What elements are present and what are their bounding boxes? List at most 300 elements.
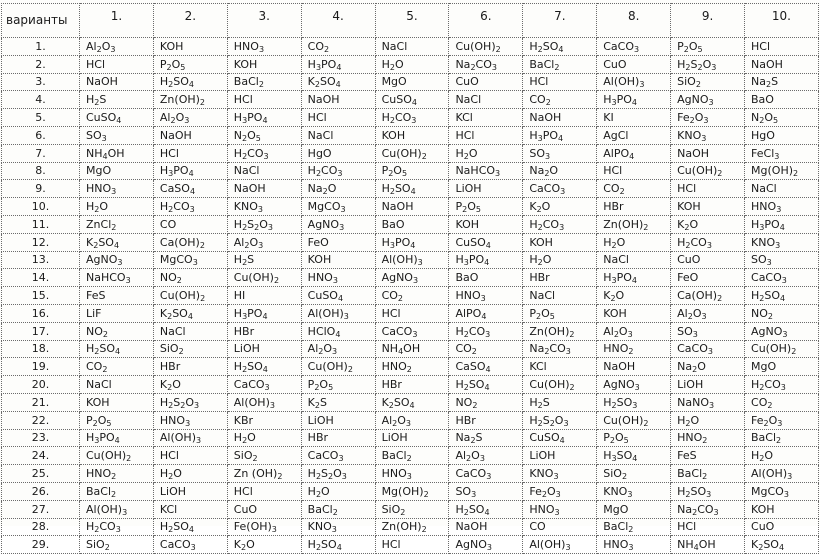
formula-cell: $NO_2$ <box>80 322 154 340</box>
variant-number: 24. <box>2 447 80 465</box>
formula-cell: BaCl$_2$ <box>671 465 745 483</box>
table-row <box>2 109 819 127</box>
formula-cell: NaOH <box>671 144 745 162</box>
formula-cell: $Al(OH)_3$ <box>80 500 154 518</box>
formula-cell: $Al_2O_3$ <box>153 109 227 127</box>
formula-cell: $H_2SO_3$ <box>597 393 671 411</box>
formula-cell: $Al(OH)_3$ <box>153 429 227 447</box>
formula-cell: CuO <box>745 518 819 536</box>
formula-cell: MgCO$_3$ <box>745 482 819 500</box>
formula-cell: $H_2SO_4$ <box>745 287 819 305</box>
formula-cell: NaCl <box>745 180 819 198</box>
formula-cell: $H_2S_2O_3$ <box>671 55 745 73</box>
formula-cell: FeS <box>80 287 154 305</box>
formula-cell: AgCl <box>597 126 671 144</box>
formula-cell: $H_3PO_4$ <box>80 429 154 447</box>
formula-cell: CaCO$_3$ <box>449 465 523 483</box>
formula-cell: NaHCO$_3$ <box>80 269 154 287</box>
formula-cell: BaCl$_2$ <box>301 500 375 518</box>
formula-cell: $HNO_2$ <box>671 429 745 447</box>
formula-cell: $SO_3$ <box>80 126 154 144</box>
variant-number: 27. <box>2 500 80 518</box>
formula-cell: CuSO$_4$ <box>80 109 154 127</box>
formula-cell: $KNO_3$ <box>227 198 301 216</box>
formula-cell: HCl <box>375 304 449 322</box>
formula-cell: $Na_2O$ <box>671 358 745 376</box>
formula-cell: KOH <box>153 38 227 56</box>
variant-number: 8. <box>2 162 80 180</box>
table-row <box>2 482 819 500</box>
formula-cell: HBr <box>375 376 449 394</box>
formula-cell: $H_2SO_4$ <box>153 518 227 536</box>
formula-cell: HI <box>227 287 301 305</box>
formula-cell: $Cu(OH)_2$ <box>671 162 745 180</box>
formula-cell: HCl <box>153 144 227 162</box>
table-row <box>2 411 819 429</box>
column-header: 5. <box>375 4 449 38</box>
formula-cell: $H_3PO_4$ <box>375 233 449 251</box>
formula-cell: NaCl <box>301 126 375 144</box>
formula-cell: $P_2O_5$ <box>671 38 745 56</box>
table-row <box>2 465 819 483</box>
formula-cell: $Al(OH)_3$ <box>375 251 449 269</box>
variant-number: 17. <box>2 322 80 340</box>
column-header: 4. <box>301 4 375 38</box>
formula-cell: LiOH <box>523 447 597 465</box>
formula-cell: NaOH <box>375 198 449 216</box>
formula-cell: NaCl <box>227 162 301 180</box>
column-header: 2. <box>153 4 227 38</box>
formula-cell: $Al(OH)_3$ <box>745 465 819 483</box>
formula-cell: $H_2CO_3$ <box>227 144 301 162</box>
formula-cell: HCl <box>671 180 745 198</box>
column-header: 9. <box>671 4 745 38</box>
table-row <box>2 38 819 56</box>
formula-cell: KI <box>597 109 671 127</box>
formula-cell: $Zn(OH)_2$ <box>153 91 227 109</box>
formula-cell: KOH <box>523 233 597 251</box>
formula-cell: $P_2O_5$ <box>597 429 671 447</box>
formula-cell: $HNO_3$ <box>597 536 671 554</box>
formula-cell: CaCO$_3$ <box>671 340 745 358</box>
formula-cell: $H_2CO_3$ <box>375 109 449 127</box>
formula-cell: $Al_2O_3$ <box>80 38 154 56</box>
formula-cell: $NO_2$ <box>153 269 227 287</box>
formula-cell: SiO$_2$ <box>227 447 301 465</box>
table-row <box>2 162 819 180</box>
formula-cell: $H_2O$ <box>671 411 745 429</box>
formula-cell: $HNO_3$ <box>80 180 154 198</box>
formula-cell: $SO_3$ <box>523 144 597 162</box>
table-row <box>2 91 819 109</box>
formula-cell: $H_2SO_4$ <box>153 73 227 91</box>
variant-number: 13. <box>2 251 80 269</box>
formula-cell: $Al(OH)_3$ <box>523 536 597 554</box>
variant-number: 12. <box>2 233 80 251</box>
variants-header: варианты <box>2 4 80 38</box>
formula-cell: CuO <box>449 73 523 91</box>
formula-cell: $H_2CO_3$ <box>153 198 227 216</box>
formula-cell: MgCO$_3$ <box>301 198 375 216</box>
formula-cell: $Na_2O$ <box>301 180 375 198</box>
formula-cell: $CO_2$ <box>301 38 375 56</box>
formula-cell: CaCO$_3$ <box>301 447 375 465</box>
formula-cell: $Zn(OH)_2$ <box>375 518 449 536</box>
formula-cell: NaCl <box>597 251 671 269</box>
table-row <box>2 126 819 144</box>
formula-cell: MgO <box>745 358 819 376</box>
formula-cell: BaCl$_2$ <box>80 482 154 500</box>
formula-cell: AgNO$_3$ <box>80 251 154 269</box>
formula-cell: $Na_2S$ <box>745 73 819 91</box>
formula-cell: NaHCO$_3$ <box>449 162 523 180</box>
formula-cell: AlPO$_4$ <box>597 144 671 162</box>
formula-cell: $H_2SO_4$ <box>301 536 375 554</box>
formula-cell: NaNO$_3$ <box>671 393 745 411</box>
formula-cell: CaCO$_3$ <box>523 180 597 198</box>
formula-cell: NaCl <box>375 38 449 56</box>
formula-cell: HBr <box>449 411 523 429</box>
formula-cell: HCl <box>449 126 523 144</box>
formula-cell: BaO <box>375 215 449 233</box>
formula-cell: $Al(OH)_3$ <box>301 304 375 322</box>
formula-cell: NaCl <box>449 91 523 109</box>
formula-cell: $HNO_3$ <box>523 500 597 518</box>
formula-cell: $HNO_3$ <box>227 38 301 56</box>
table-row <box>2 55 819 73</box>
formula-cell: $H_2CO_3$ <box>449 322 523 340</box>
formula-cell: HCl <box>671 518 745 536</box>
column-header: 6. <box>449 4 523 38</box>
formula-cell: $Al_2O_3$ <box>671 304 745 322</box>
formula-cell: NaCl <box>80 376 154 394</box>
formula-cell: $H_3PO_4$ <box>745 215 819 233</box>
formula-cell: BaO <box>745 91 819 109</box>
variant-number: 29. <box>2 536 80 554</box>
formula-cell: KOH <box>449 215 523 233</box>
formula-cell: $H_2SO_4$ <box>523 38 597 56</box>
header-row <box>2 4 819 38</box>
formula-cell: $NO_2$ <box>745 304 819 322</box>
formula-cell: KOH <box>80 393 154 411</box>
formula-cell: KOH <box>597 304 671 322</box>
formula-cell: CaSO$_4$ <box>153 180 227 198</box>
table-row <box>2 180 819 198</box>
formula-cell: AgNO$_3$ <box>375 269 449 287</box>
formula-cell: NaOH <box>153 126 227 144</box>
formula-cell: MgO <box>375 73 449 91</box>
variants-table <box>1 3 819 554</box>
formula-cell: $CO_2$ <box>597 180 671 198</box>
formula-cell: $H_3PO_4$ <box>597 91 671 109</box>
formula-cell: CO <box>523 518 597 536</box>
formula-cell: $P_2O_5$ <box>301 376 375 394</box>
formula-cell: $H_3SO_4$ <box>597 447 671 465</box>
formula-cell: $Cu(OH)_2$ <box>375 144 449 162</box>
formula-cell: NaCl <box>523 287 597 305</box>
formula-cell: CaCO$_3$ <box>227 376 301 394</box>
formula-cell: $NO_2$ <box>449 393 523 411</box>
formula-cell: $H_2CO_3$ <box>671 233 745 251</box>
formula-cell: $P_2O_5$ <box>153 55 227 73</box>
formula-cell: $H_3PO_4$ <box>227 109 301 127</box>
column-header: 1. <box>80 4 154 38</box>
formula-cell: NaOH <box>745 55 819 73</box>
table-row <box>2 536 819 554</box>
formula-cell: $P_2O_5$ <box>449 198 523 216</box>
formula-cell: $Mg(OH)_2$ <box>745 162 819 180</box>
formula-cell: $H_2O$ <box>597 233 671 251</box>
formula-cell: HCl <box>375 536 449 554</box>
formula-cell: $Zn(OH)_2$ <box>523 322 597 340</box>
formula-cell: KCl <box>449 109 523 127</box>
formula-cell: SiO$_2$ <box>80 536 154 554</box>
table-row <box>2 500 819 518</box>
formula-cell: $NH_4OH$ <box>375 340 449 358</box>
formula-cell: $Na_2S$ <box>449 429 523 447</box>
variant-number: 3. <box>2 73 80 91</box>
formula-cell: $H_2SO_4$ <box>449 376 523 394</box>
formula-cell: $CO_2$ <box>449 340 523 358</box>
column-header: 8. <box>597 4 671 38</box>
formula-cell: LiOH <box>375 429 449 447</box>
variant-number: 21. <box>2 393 80 411</box>
formula-cell: HClO$_4$ <box>301 322 375 340</box>
table-row <box>2 269 819 287</box>
variant-number: 9. <box>2 180 80 198</box>
formula-cell: $Cu(OH)_2$ <box>301 358 375 376</box>
variant-number: 15. <box>2 287 80 305</box>
formula-cell: CaCO$_3$ <box>597 38 671 56</box>
formula-cell: $Na_2O$ <box>523 162 597 180</box>
formula-cell: AgNO$_3$ <box>671 91 745 109</box>
formula-cell: BaCl$_2$ <box>745 429 819 447</box>
formula-cell: CaSO$_4$ <box>449 358 523 376</box>
table-row <box>2 447 819 465</box>
formula-cell: SiO$_2$ <box>153 340 227 358</box>
formula-cell: $Al_2O_3$ <box>301 340 375 358</box>
column-header: 7. <box>523 4 597 38</box>
formula-cell: $H_2O$ <box>301 482 375 500</box>
formula-cell: NaOH <box>523 109 597 127</box>
formula-cell: BaCl$_2$ <box>523 55 597 73</box>
formula-cell: $Fe(OH)_3$ <box>227 518 301 536</box>
formula-cell: $Ca(OH)_2$ <box>671 287 745 305</box>
formula-cell: CuO <box>671 251 745 269</box>
formula-cell: $KNO_3$ <box>745 233 819 251</box>
formula-cell: $Al_2O_3$ <box>375 411 449 429</box>
formula-cell: LiOH <box>227 340 301 358</box>
formula-cell: $P_2O_5$ <box>375 162 449 180</box>
formula-cell: FeO <box>301 233 375 251</box>
formula-cell: $HNO_3$ <box>745 198 819 216</box>
table-row <box>2 393 819 411</box>
formula-cell: LiOH <box>153 482 227 500</box>
formula-cell: $Fe_2O_3$ <box>671 109 745 127</box>
formula-cell: CuO <box>227 500 301 518</box>
table-row <box>2 287 819 305</box>
variant-number: 20. <box>2 376 80 394</box>
formula-cell: $SO_3$ <box>671 322 745 340</box>
formula-cell: $P_2O_5$ <box>523 304 597 322</box>
formula-cell: HCl <box>523 73 597 91</box>
formula-cell: LiOH <box>301 411 375 429</box>
formula-cell: $CO_2$ <box>745 393 819 411</box>
formula-cell: $NH_4OH$ <box>671 536 745 554</box>
table-row <box>2 73 819 91</box>
formula-cell: AgNO$_3$ <box>745 322 819 340</box>
formula-cell: KBr <box>227 411 301 429</box>
formula-cell: $Na_2CO_3$ <box>671 500 745 518</box>
formula-cell: CuSO$_4$ <box>523 429 597 447</box>
formula-cell: CuSO$_4$ <box>375 91 449 109</box>
formula-cell: $HNO_2$ <box>80 465 154 483</box>
table-row <box>2 358 819 376</box>
formula-cell: $Cu(OH)_2$ <box>80 447 154 465</box>
formula-cell: HBr <box>301 429 375 447</box>
formula-cell: $KNO_3$ <box>597 482 671 500</box>
formula-cell: $HNO_3$ <box>301 269 375 287</box>
formula-cell: AgNO$_3$ <box>301 215 375 233</box>
formula-cell: $K_2SO_4$ <box>301 73 375 91</box>
formula-cell: $H_2O$ <box>153 465 227 483</box>
column-header: 10. <box>745 4 819 38</box>
formula-cell: $Zn(OH)_2$ <box>597 215 671 233</box>
table-row <box>2 233 819 251</box>
formula-cell: NaCl <box>153 322 227 340</box>
formula-cell: LiOH <box>449 180 523 198</box>
formula-cell: $H_2CO_3$ <box>301 162 375 180</box>
formula-cell: $CO_2$ <box>375 287 449 305</box>
formula-cell: $H_3PO_4$ <box>301 55 375 73</box>
formula-cell: HgO <box>301 144 375 162</box>
formula-cell: $HNO_3$ <box>449 287 523 305</box>
table-row <box>2 251 819 269</box>
formula-cell: KOH <box>671 198 745 216</box>
variant-number: 2. <box>2 55 80 73</box>
formula-cell: NaOH <box>301 91 375 109</box>
formula-cell: HgO <box>745 126 819 144</box>
formula-cell: $HNO_3$ <box>375 465 449 483</box>
formula-cell: $KNO_3$ <box>523 465 597 483</box>
formula-cell: KOH <box>745 500 819 518</box>
formula-cell: CaCO$_3$ <box>745 269 819 287</box>
variant-number: 25. <box>2 465 80 483</box>
formula-cell: $P_2O_5$ <box>80 411 154 429</box>
formula-cell: $Cu(OH)_2$ <box>523 376 597 394</box>
formula-cell: $CO_2$ <box>80 358 154 376</box>
formula-cell: KOH <box>227 55 301 73</box>
formula-cell: SiO$_2$ <box>597 465 671 483</box>
formula-cell: $H_2SO_4$ <box>80 340 154 358</box>
formula-cell: CO <box>153 215 227 233</box>
formula-cell: $K_2O$ <box>227 536 301 554</box>
formula-cell: $CO_2$ <box>523 91 597 109</box>
formula-cell: $H_2SO_4$ <box>449 500 523 518</box>
formula-cell: HCl <box>80 55 154 73</box>
variant-number: 26. <box>2 482 80 500</box>
formula-cell: NaOH <box>597 358 671 376</box>
formula-cell: $H_2SO_3$ <box>671 482 745 500</box>
table-row <box>2 518 819 536</box>
formula-cell: $SO_3$ <box>449 482 523 500</box>
formula-cell: $H_2SO_4$ <box>375 180 449 198</box>
table-row <box>2 144 819 162</box>
formula-cell: $H_2CO_3$ <box>523 215 597 233</box>
table-row <box>2 322 819 340</box>
variant-number: 14. <box>2 269 80 287</box>
formula-cell: NaOH <box>227 180 301 198</box>
formula-cell: $H_2O$ <box>449 144 523 162</box>
formula-cell: CaCO$_3$ <box>375 322 449 340</box>
formula-cell: FeS <box>671 447 745 465</box>
formula-cell: $KNO_3$ <box>301 518 375 536</box>
formula-cell: $Fe_2O_3$ <box>523 482 597 500</box>
formula-cell: KCl <box>523 358 597 376</box>
table-row <box>2 376 819 394</box>
variant-number: 11. <box>2 215 80 233</box>
formula-cell: KOH <box>375 126 449 144</box>
formula-cell: FeCl$_3$ <box>745 144 819 162</box>
formula-cell: $Cu(OH)_2$ <box>227 269 301 287</box>
variant-number: 4. <box>2 91 80 109</box>
variant-number: 16. <box>2 304 80 322</box>
variant-number: 22. <box>2 411 80 429</box>
formula-cell: HCl <box>153 447 227 465</box>
formula-cell: CaCO$_3$ <box>153 536 227 554</box>
formula-cell: $K_2SO_4$ <box>375 393 449 411</box>
formula-cell: BaCl$_2$ <box>227 73 301 91</box>
formula-cell: NaOH <box>449 518 523 536</box>
formula-cell: $H_2CO_3$ <box>80 518 154 536</box>
formula-cell: $K_2O$ <box>671 215 745 233</box>
table-row <box>2 304 819 322</box>
formula-cell: LiF <box>80 304 154 322</box>
formula-cell: KOH <box>301 251 375 269</box>
formula-cell: $N_2O_5$ <box>745 109 819 127</box>
formula-cell: $Cu(OH)_2$ <box>597 411 671 429</box>
formula-cell: $K_2SO_4$ <box>745 536 819 554</box>
formula-cell: HBr <box>597 198 671 216</box>
formula-cell: BaCl$_2$ <box>597 518 671 536</box>
formula-cell: $H_2S$ <box>227 251 301 269</box>
formula-cell: NaOH <box>80 73 154 91</box>
variant-number: 19. <box>2 358 80 376</box>
formula-cell: HBr <box>153 358 227 376</box>
variant-number: 6. <box>2 126 80 144</box>
formula-cell: $SO_3$ <box>745 251 819 269</box>
formula-cell: $H_2CO_3$ <box>745 376 819 394</box>
formula-cell: SiO$_2$ <box>671 73 745 91</box>
table-row <box>2 198 819 216</box>
formula-cell: $H_3PO_4$ <box>597 269 671 287</box>
formula-cell: $HNO_3$ <box>153 411 227 429</box>
formula-cell: $Al(OH)_3$ <box>597 73 671 91</box>
formula-cell: CuO <box>597 55 671 73</box>
table-row <box>2 340 819 358</box>
formula-cell: MgO <box>597 500 671 518</box>
formula-cell: SiO$_2$ <box>375 500 449 518</box>
table-body <box>2 38 819 554</box>
formula-cell: $H_2S$ <box>523 393 597 411</box>
formula-cell: $Cu(OH)_2$ <box>153 287 227 305</box>
variant-number: 28. <box>2 518 80 536</box>
variant-number: 10. <box>2 198 80 216</box>
formula-cell: $Mg(OH)_2$ <box>375 482 449 500</box>
formula-cell: CuSO$_4$ <box>449 233 523 251</box>
formula-cell: $K_2O$ <box>523 198 597 216</box>
formula-cell: $K_2SO_4$ <box>153 304 227 322</box>
